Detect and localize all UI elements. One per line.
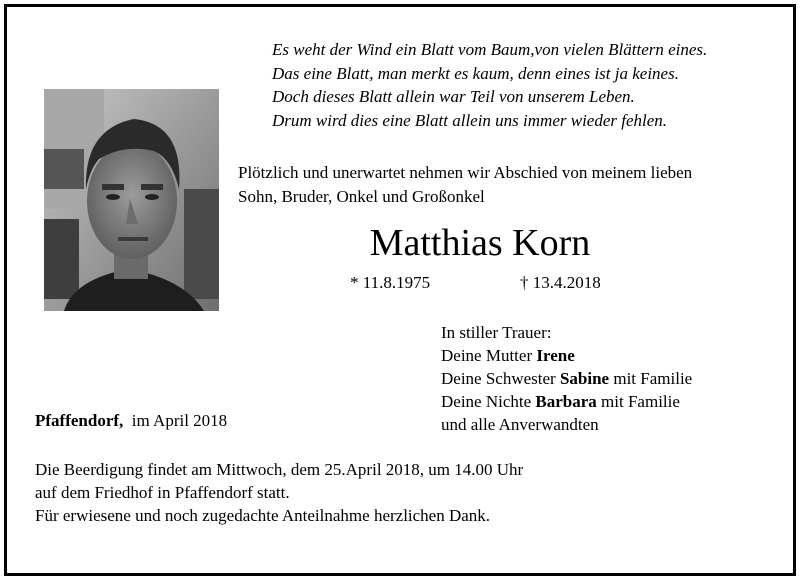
portrait-photo xyxy=(44,89,219,311)
mourner-relation: Deine Nichte xyxy=(441,392,536,411)
mourner-name: Sabine xyxy=(559,369,610,388)
place-date xyxy=(35,411,227,431)
mourner-name: Barbara xyxy=(535,392,597,411)
mourner-suffix: mit Familie xyxy=(596,392,680,411)
mourner-sister xyxy=(441,367,692,390)
mourners-heading: In stiller Trauer: xyxy=(441,323,552,342)
intro-line: Sohn, Bruder, Onkel und Großonkel xyxy=(238,187,485,206)
funeral-line: auf dem Friedhof in Pfaffendorf statt. xyxy=(35,483,290,502)
poem-line: Doch dieses Blatt allein war Teil von unserem Leben. xyxy=(272,87,635,106)
mourner-niece xyxy=(441,390,692,413)
poem-line: Das eine Blatt, man merkt es kaum, denn eines ist ja keines. xyxy=(272,63,679,83)
funeral-line: Für erwiesene und noch zugedachte Anteilnahme herzlichen Dank. xyxy=(35,506,491,525)
intro-line: Plötzlich und unerwartet nehmen wir Abschied von meinem lieben xyxy=(238,163,693,182)
poem-line: Es weht der Wind ein Blatt vom Baum,von vielen Blättern eines. xyxy=(272,40,708,59)
mourner-mother xyxy=(441,344,692,367)
portrait-illustration xyxy=(44,89,219,311)
mourner-suffix: mit Familie xyxy=(609,369,693,388)
mourner-others: und alle Anverwandten xyxy=(441,415,599,434)
deceased-name: Matthias Korn xyxy=(369,222,591,264)
place-date-text: im April 2018 xyxy=(131,411,228,430)
mourner-name: Irene xyxy=(536,346,575,365)
funeral-line: Die Beerdigung findet am Mittwoch, dem 25.April 2018, um 14.00 Uhr xyxy=(35,460,524,479)
poem xyxy=(272,38,707,132)
mourner-relation: Deine Mutter xyxy=(441,346,537,365)
poem-line: Drum wird dies eine Blatt allein uns immer wieder fehlen. xyxy=(272,110,668,130)
death-date: † 13.4.2018 xyxy=(520,273,601,292)
mourner-relation: Deine Schwester xyxy=(441,369,560,388)
place-town: Pfaffendorf, xyxy=(35,411,124,430)
birth-date: * 11.8.1975 xyxy=(350,273,431,292)
funeral-info xyxy=(35,458,523,527)
mourners-list xyxy=(441,321,692,436)
intro-text xyxy=(238,161,692,209)
